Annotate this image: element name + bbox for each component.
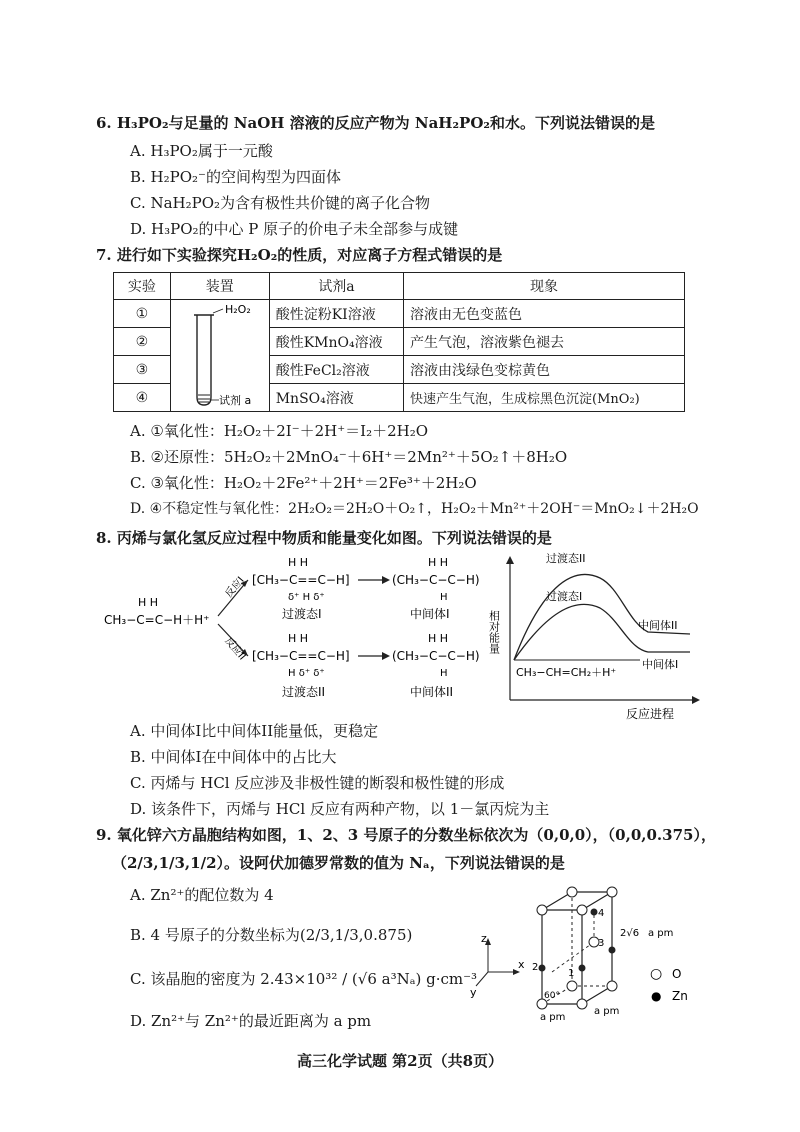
table-cell-phenomenon: 溶液由无色变蓝色 [404, 300, 685, 328]
atom-1-label: 1 [568, 968, 575, 979]
q9-option-a: A. Zn²⁺的配位数为 4 [130, 886, 274, 904]
table-header-cell: 试剂a [269, 273, 403, 300]
reactant-h-label: H H [138, 596, 159, 609]
height-label: 2√6 [620, 928, 640, 939]
energy-ts2-label: 过渡态II [546, 552, 586, 565]
path2-label: 反应II [222, 635, 248, 663]
ts1-label: 过渡态I [282, 607, 322, 621]
energy-y-label: 相对能量 [487, 610, 501, 654]
int1-formula: (CH₃−C−C−H) [392, 573, 480, 587]
table-header-cell: 现象 [404, 273, 685, 300]
table-cell-id: ② [114, 328, 171, 356]
q8-reaction-diagram [100, 552, 700, 720]
int2-top: H H [428, 632, 449, 645]
q7-experiment-table [113, 272, 685, 412]
legend-zn-icon: ● [651, 989, 662, 1003]
q6-stem: 6. H₃PO₂与足量的 NaOH 溶液的反应产物为 NaH₂PO₂和水。下列说法错误的是 [96, 114, 655, 132]
atom-4-label: 4 [598, 908, 605, 919]
int2-label: 中间体II [410, 685, 454, 699]
apparatus-cell [170, 300, 269, 412]
atom-3-label: 3 [598, 938, 605, 949]
q7-stem: 7. 进行如下实验探究H₂O₂的性质，对应离子方程式错误的是 [96, 246, 503, 264]
table-header-cell: 装置 [170, 273, 269, 300]
ts1-formula: [CH₃−C==C−H] [252, 573, 350, 587]
q9-option-c: C. 该晶胞的密度为 2.43×10³² / (√6 a³Nₐ) g·cm⁻³ [130, 970, 478, 988]
legend-o-label: O [672, 967, 682, 981]
ts2-top: H H [288, 632, 309, 645]
axis-x-label: x [518, 958, 525, 971]
q9-option-b: B. 4 号原子的分数坐标为(2/3,1/3,0.875) [130, 926, 413, 944]
energy-x-label: 反应进程 [626, 707, 675, 720]
energy-int1-label: 中间体I [642, 658, 679, 671]
q6-option-c: C. NaH₂PO₂为含有极性共价键的离子化合物 [130, 194, 431, 212]
q8-option-b: B. 中间体I在中间体中的占比大 [130, 748, 337, 766]
q6-option-a: A. H₃PO₂属于一元酸 [130, 142, 273, 160]
legend-zn-label: Zn [672, 989, 688, 1003]
q8-option-a: A. 中间体I比中间体II能量低，更稳定 [130, 722, 379, 740]
angle-label: 60° [544, 991, 560, 1001]
q8-option-c: C. 丙烯与 HCl 反应涉及非极性键的断裂和极性键的形成 [130, 774, 505, 792]
int2-formula: (CH₃−C−C−H) [392, 649, 480, 663]
q9-stem-line1: 9. 氧化锌六方晶胞结构如图，1、2、3 号原子的分数坐标依次为（0,0,0），（0,0,0.375）， [96, 826, 716, 844]
energy-curve-path2 [514, 574, 690, 660]
table-cell-reagent: 酸性FeCl₂溶液 [269, 356, 403, 384]
ts1-top: H H [288, 556, 309, 569]
q7-option-d: D. ④不稳定性与氧化性：2H₂O₂＝2H₂O＋O₂↑，H₂O₂＋Mn²⁺＋2OH⁻＝MnO₂↓＋2H₂O [130, 501, 699, 517]
table-cell-id: ④ [114, 384, 171, 412]
q7-option-a: A. ①氧化性：H₂O₂＋2I⁻＋2H⁺＝I₂＋2H₂O [130, 422, 429, 440]
int1-top: H H [428, 556, 449, 569]
table-cell-reagent: 酸性淀粉KI溶液 [269, 300, 403, 328]
table-cell-id: ③ [114, 356, 171, 384]
table-header-cell: 实验 [114, 273, 171, 300]
page-footer: 高三化学试题 第2页（共8页） [296, 1052, 504, 1070]
table-row [114, 300, 685, 328]
table-cell-phenomenon: 产生气泡，溶液紫色褪去 [404, 328, 685, 356]
edge-label-2: a pm [594, 1006, 620, 1017]
axis-y-label: y [470, 986, 477, 999]
int1-bottom: H [440, 592, 448, 603]
table-cell-phenomenon: 快速产生气泡，生成棕黑色沉淀(MnO₂) [404, 384, 685, 412]
q8-option-d: D. 该条件下，丙烯与 HCl 反应有两种产物，以 1－氯丙烷为主 [130, 800, 550, 818]
q7-option-c: C. ③氧化性：H₂O₂＋2Fe²⁺＋2H⁺＝2Fe³⁺＋2H₂O [130, 474, 477, 492]
table-cell-id: ① [114, 300, 171, 328]
q9-stem-line2: （2/3,1/3,1/2）。设阿伏加德罗常数的值为 Nₐ，下列说法错误的是 [112, 854, 565, 872]
int2-bottom: H [440, 668, 448, 679]
energy-int2-label: 中间体II [638, 619, 678, 632]
q6-option-d: D. H₃PO₂的中心 P 原子的价电子未全部参与成键 [130, 220, 459, 238]
legend-o-icon: ○ [650, 966, 663, 982]
energy-base-label: CH₃−CH=CH₂＋H⁺ [516, 666, 617, 679]
ts1-bottom: δ⁺ H δ⁺ [288, 592, 325, 603]
q6-option-b: B. H₂PO₂⁻的空间构型为四面体 [130, 168, 341, 186]
table-cell-reagent: MnSO₄溶液 [269, 384, 403, 412]
ts2-formula: [CH₃−C==C−H] [252, 649, 350, 663]
energy-ts1-label: 过渡态I [546, 590, 583, 603]
path1-label: 反应I [223, 575, 247, 600]
table-cell-reagent: 酸性KMnO₄溶液 [269, 328, 403, 356]
reactant-formula: CH₃−C=C−H＋H⁺ [104, 613, 210, 627]
ts2-bottom: H δ⁺ δ⁺ [288, 668, 325, 679]
q9-option-d: D. Zn²⁺与 Zn²⁺的最近距离为 a pm [130, 1012, 372, 1030]
int1-label: 中间体I [410, 607, 450, 621]
apparatus-top-label: H₂O₂ [224, 302, 251, 316]
q8-stem: 8. 丙烯与氯化氢反应过程中物质和能量变化如图。下列说法错误的是 [96, 529, 552, 547]
apparatus-bottom-label: 试剂 a [218, 393, 251, 407]
ts2-label: 过渡态II [282, 685, 326, 699]
atom-2-label: 2 [532, 962, 539, 973]
zno-unit-cell-figure [470, 876, 710, 1026]
height-unit-label: a pm [648, 928, 674, 939]
q7-option-b: B. ②还原性：5H₂O₂＋2MnO₄⁻＋6H⁺＝2Mn²⁺＋5O₂↑＋8H₂O [130, 448, 568, 466]
test-tube-apparatus-icon [171, 301, 269, 411]
axis-z-label: z [481, 932, 487, 945]
table-header-row [114, 273, 685, 300]
edge-label-1: a pm [540, 1012, 566, 1023]
table-cell-phenomenon: 溶液由浅绿色变棕黄色 [404, 356, 685, 384]
